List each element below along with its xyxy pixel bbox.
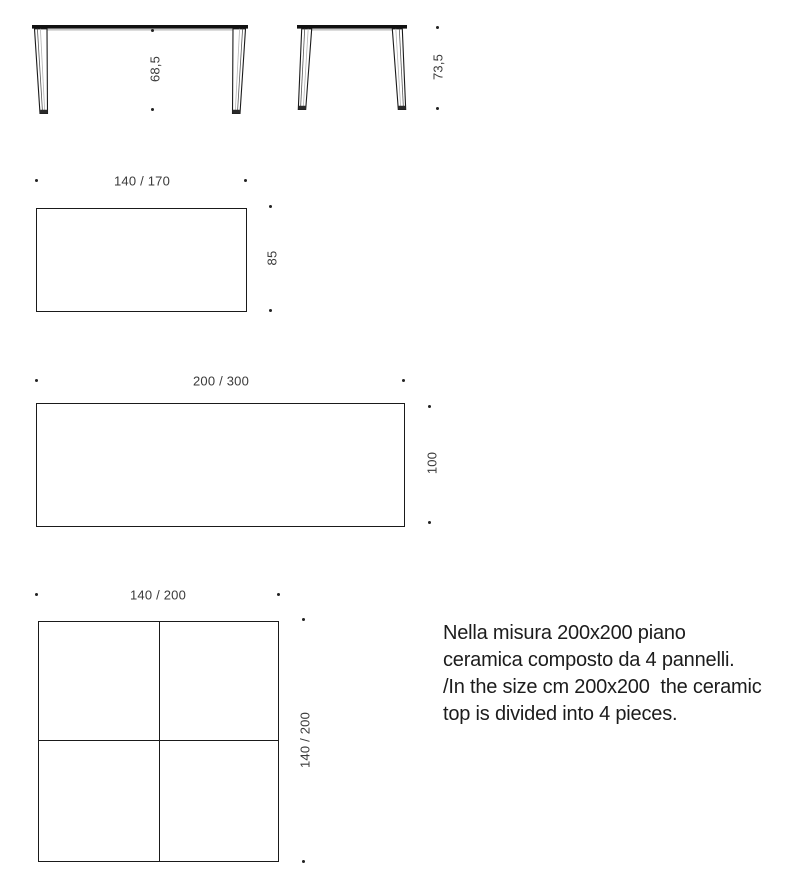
tabletop-underside-line	[305, 29, 399, 30]
side-left-leg	[298, 29, 311, 110]
table-side-elevation	[296, 24, 408, 112]
dimension-dot	[436, 107, 439, 110]
note-line-3: /In the size cm 200x200 the ceramic	[443, 676, 762, 698]
tabletop-underside-line	[40, 29, 240, 30]
dimension-dot	[244, 179, 247, 182]
dimension-dot	[428, 405, 431, 408]
dimension-dot	[151, 29, 154, 32]
large-tabletop-outline	[36, 403, 405, 527]
tabletop-side	[297, 25, 407, 29]
dimension-dot	[35, 593, 38, 596]
note-line-4: top is divided into 4 pieces.	[443, 703, 678, 725]
front-height-dimension: 68,5	[147, 55, 163, 83]
panel-top-depth-dimension: 140 / 200	[297, 711, 313, 769]
ceramic-top-note	[443, 620, 793, 728]
side-right-leg-foot	[398, 106, 406, 110]
dimension-dot	[436, 26, 439, 29]
panel-tabletop-outline	[38, 621, 279, 862]
dimension-dot	[428, 521, 431, 524]
dimension-dot	[269, 205, 272, 208]
side-left-leg-foot	[298, 106, 306, 110]
side-height-dimension: 73,5	[430, 53, 446, 81]
panel-vertical-divider	[159, 622, 160, 861]
large-top-width-dimension: 200 / 300	[192, 373, 250, 389]
dimension-dot	[302, 618, 305, 621]
front-right-leg-foot	[233, 110, 241, 114]
front-left-leg-foot	[40, 110, 48, 114]
small-top-width-dimension: 140 / 170	[113, 173, 171, 189]
panel-top-width-dimension: 140 / 200	[129, 587, 187, 603]
note-line-1: Nella misura 200x200 piano	[443, 622, 686, 644]
dimension-dot	[302, 860, 305, 863]
dimension-dot	[151, 108, 154, 111]
side-right-leg	[392, 29, 405, 110]
tabletop-front	[32, 25, 248, 29]
note-line-2: ceramica composto da 4 pannelli.	[443, 649, 735, 671]
small-tabletop-outline	[36, 208, 247, 312]
dimension-dot	[277, 593, 280, 596]
table-front-elevation	[30, 24, 250, 116]
large-top-depth-dimension: 100	[424, 451, 440, 475]
small-top-depth-dimension: 85	[264, 250, 280, 266]
panel-horizontal-divider	[39, 740, 278, 742]
dimension-dot	[269, 309, 272, 312]
dimension-dot	[35, 179, 38, 182]
dimension-dot	[402, 379, 405, 382]
dimension-dot	[35, 379, 38, 382]
